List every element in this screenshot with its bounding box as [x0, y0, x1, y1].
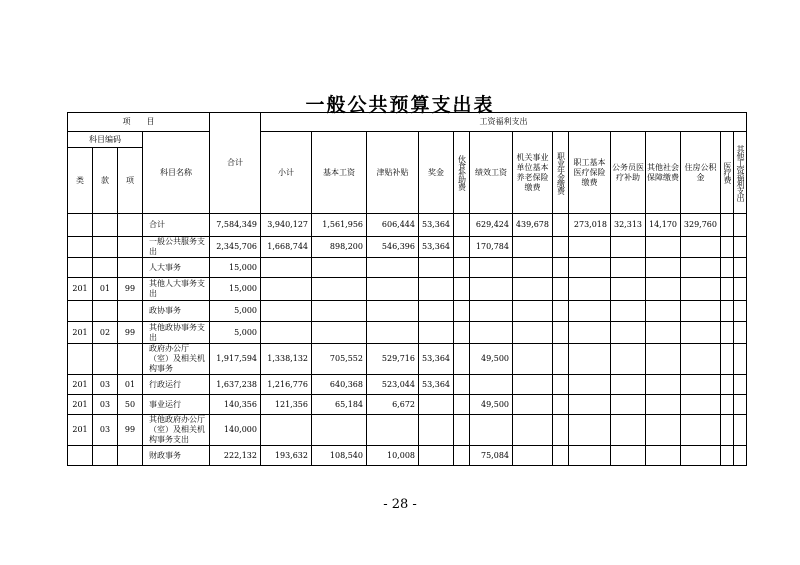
row-col-12: [681, 344, 721, 375]
row-col-3: [367, 258, 419, 278]
row-col-6: [470, 415, 513, 446]
header-kuan: 款: [93, 148, 118, 214]
row-col-6: [470, 301, 513, 322]
table-row: [68, 214, 747, 237]
row-subject-name: 一般公共服务支出: [143, 237, 210, 258]
row-col-13: [721, 395, 734, 415]
row-col-11: [646, 415, 681, 446]
row-col-12: [681, 278, 721, 301]
header-col-8: 职业年金缴费: [556, 151, 566, 194]
row-col-2: 1,561,956: [312, 214, 367, 237]
row-col-7: [513, 415, 553, 446]
row-col-7: [513, 301, 553, 322]
header-col-3: 津贴补贴: [367, 132, 419, 214]
row-col-12: [681, 446, 721, 466]
page-title: 一般公共预算支出表: [305, 94, 495, 116]
row-total: 1,917,594: [210, 344, 261, 375]
row-col-12: [681, 395, 721, 415]
row-col-12: [681, 301, 721, 322]
row-col-12: [681, 415, 721, 446]
row-col-6: 49,500: [470, 395, 513, 415]
row-kuan: 03: [93, 395, 118, 415]
row-col-10: [611, 301, 646, 322]
row-lei: [68, 258, 93, 278]
row-col-9: [569, 237, 611, 258]
header-col-1: 小计: [261, 132, 312, 214]
row-total: 5,000: [210, 301, 261, 322]
row-col-4: [419, 258, 454, 278]
row-col-2: [312, 258, 367, 278]
table-row: [68, 278, 747, 301]
row-col-1: [261, 278, 312, 301]
row-col-1: [261, 301, 312, 322]
row-col-5: [454, 301, 470, 322]
row-col-11: [646, 446, 681, 466]
row-col-1: 3,940,127: [261, 214, 312, 237]
row-kuan: [93, 301, 118, 322]
row-col-3: 546,396: [367, 237, 419, 258]
row-col-6: 629,424: [470, 214, 513, 237]
row-col-3: 6,672: [367, 395, 419, 415]
row-xiang: [118, 446, 143, 466]
row-col-6: 75,084: [470, 446, 513, 466]
row-col-7: [513, 375, 553, 395]
row-col-14: [734, 278, 747, 301]
row-col-11: [646, 395, 681, 415]
row-col-10: [611, 375, 646, 395]
row-col-7: [513, 395, 553, 415]
table-row: [68, 258, 747, 278]
row-col-2: [312, 278, 367, 301]
row-col-7: [513, 258, 553, 278]
row-col-11: [646, 278, 681, 301]
row-col-3: 529,716: [367, 344, 419, 375]
header-col-2: 基本工资: [312, 132, 367, 214]
row-total: 2,345,706: [210, 237, 261, 258]
row-col-13: [721, 237, 734, 258]
table-row: [68, 446, 747, 466]
row-kuan: [93, 258, 118, 278]
row-col-1: 1,338,132: [261, 344, 312, 375]
row-lei: [68, 301, 93, 322]
row-col-8: [553, 446, 569, 466]
row-col-3: [367, 278, 419, 301]
row-col-8: [553, 214, 569, 237]
header-xiang: 项: [118, 148, 143, 214]
row-col-14: [734, 415, 747, 446]
row-xiang: 01: [118, 375, 143, 395]
row-col-13: [721, 301, 734, 322]
row-col-10: [611, 344, 646, 375]
row-col-2: 640,368: [312, 375, 367, 395]
row-col-8: [553, 258, 569, 278]
row-col-4: [419, 322, 454, 344]
row-col-10: [611, 278, 646, 301]
row-col-9: [569, 278, 611, 301]
row-col-3: [367, 322, 419, 344]
row-col-1: 1,216,776: [261, 375, 312, 395]
row-col-14: [734, 301, 747, 322]
row-col-8: [553, 237, 569, 258]
row-col-4: [419, 301, 454, 322]
row-col-2: 108,540: [312, 446, 367, 466]
row-xiang: [118, 344, 143, 375]
row-col-3: 523,044: [367, 375, 419, 395]
row-col-7: [513, 322, 553, 344]
row-col-5: [454, 344, 470, 375]
row-col-5: [454, 395, 470, 415]
row-col-14: [734, 375, 747, 395]
row-col-5: [454, 214, 470, 237]
row-col-4: 53,364: [419, 344, 454, 375]
row-col-2: 705,552: [312, 344, 367, 375]
row-kuan: 02: [93, 322, 118, 344]
row-col-11: 14,170: [646, 214, 681, 237]
row-col-1: [261, 258, 312, 278]
row-lei: 201: [68, 322, 93, 344]
row-col-8: [553, 344, 569, 375]
row-col-9: [569, 446, 611, 466]
row-col-13: [721, 322, 734, 344]
row-kuan: 03: [93, 375, 118, 395]
row-col-12: [681, 322, 721, 344]
header-lei: 类: [68, 148, 93, 214]
row-col-10: [611, 322, 646, 344]
row-col-11: [646, 301, 681, 322]
row-total: 15,000: [210, 278, 261, 301]
row-col-11: [646, 344, 681, 375]
row-xiang: [118, 301, 143, 322]
row-kuan: [93, 344, 118, 375]
header-subject-name: 科目名称: [143, 132, 210, 214]
row-col-6: 170,784: [470, 237, 513, 258]
row-col-13: [721, 214, 734, 237]
row-col-13: [721, 278, 734, 301]
row-lei: 201: [68, 395, 93, 415]
row-col-9: [569, 301, 611, 322]
page-number: - 28 -: [383, 497, 417, 512]
table-row: [68, 375, 747, 395]
header-col-12: 住房公积金: [681, 132, 721, 214]
row-total: 15,000: [210, 258, 261, 278]
row-col-10: [611, 446, 646, 466]
row-col-1: 1,668,744: [261, 237, 312, 258]
row-xiang: 99: [118, 322, 143, 344]
row-col-10: 32,313: [611, 214, 646, 237]
row-col-10: [611, 395, 646, 415]
row-col-5: [454, 237, 470, 258]
row-col-14: [734, 214, 747, 237]
header-col-7: 机关事业单位基本养老保险缴费: [513, 132, 553, 214]
row-col-14: [734, 258, 747, 278]
row-col-11: [646, 258, 681, 278]
row-col-12: [681, 237, 721, 258]
row-col-7: [513, 278, 553, 301]
row-col-6: [470, 278, 513, 301]
row-col-8: [553, 375, 569, 395]
row-col-12: 329,760: [681, 214, 721, 237]
row-col-14: [734, 446, 747, 466]
row-total: 140,356: [210, 395, 261, 415]
row-xiang: [118, 258, 143, 278]
row-col-2: [312, 301, 367, 322]
row-col-13: [721, 415, 734, 446]
row-total: 5,000: [210, 322, 261, 344]
row-col-8: [553, 278, 569, 301]
row-col-6: [470, 375, 513, 395]
row-kuan: 03: [93, 415, 118, 446]
row-col-14: [734, 322, 747, 344]
row-col-4: [419, 395, 454, 415]
row-subject-name: 其他政协事务支出: [143, 322, 210, 344]
row-col-3: [367, 301, 419, 322]
row-col-9: [569, 322, 611, 344]
row-col-9: [569, 395, 611, 415]
row-col-2: [312, 415, 367, 446]
row-col-14: [734, 237, 747, 258]
row-subject-name: 事业运行: [143, 395, 210, 415]
row-col-9: [569, 375, 611, 395]
row-subject-name: 合计: [143, 214, 210, 237]
row-col-7: [513, 446, 553, 466]
header-total: 合计: [210, 113, 261, 214]
row-col-11: [646, 375, 681, 395]
row-kuan: 01: [93, 278, 118, 301]
row-col-13: [721, 446, 734, 466]
row-col-9: [569, 415, 611, 446]
row-col-6: [470, 258, 513, 278]
row-col-1: [261, 322, 312, 344]
row-col-1: 193,632: [261, 446, 312, 466]
row-col-8: [553, 415, 569, 446]
table-row: [68, 301, 747, 322]
row-subject-name: 财政事务: [143, 446, 210, 466]
header-col-11: 其他社会保障缴费: [646, 132, 681, 214]
row-kuan: [93, 214, 118, 237]
header-col-10: 公务员医疗补助: [611, 132, 646, 214]
header-col-6: 绩效工资: [470, 132, 513, 214]
row-col-14: [734, 344, 747, 375]
row-col-1: [261, 415, 312, 446]
row-col-10: [611, 237, 646, 258]
row-col-8: [553, 322, 569, 344]
header-col-4: 奖金: [419, 132, 454, 214]
row-col-6: [470, 322, 513, 344]
row-col-11: [646, 237, 681, 258]
row-subject-name: 行政运行: [143, 375, 210, 395]
row-col-13: [721, 258, 734, 278]
row-col-5: [454, 278, 470, 301]
row-col-10: [611, 258, 646, 278]
table-row: [68, 322, 747, 344]
row-col-4: 53,364: [419, 237, 454, 258]
header-wage-welfare: 工资福利支出: [261, 113, 747, 132]
row-col-7: [513, 344, 553, 375]
row-subject-name: 其他人大事务支出: [143, 278, 210, 301]
row-col-2: 65,184: [312, 395, 367, 415]
row-col-5: [454, 375, 470, 395]
row-col-6: 49,500: [470, 344, 513, 375]
row-col-1: 121,356: [261, 395, 312, 415]
row-xiang: 50: [118, 395, 143, 415]
header-col-13: 医疗费: [723, 162, 732, 183]
header-col-9: 职工基本医疗保险缴费: [569, 132, 611, 214]
row-lei: [68, 344, 93, 375]
row-col-5: [454, 415, 470, 446]
row-col-7: [513, 237, 553, 258]
row-lei: [68, 446, 93, 466]
header-subject-code: 科目编码: [68, 132, 143, 148]
row-col-12: [681, 258, 721, 278]
row-col-4: [419, 278, 454, 301]
budget-table: [67, 112, 747, 466]
row-col-8: [553, 301, 569, 322]
row-col-9: [569, 344, 611, 375]
row-col-4: [419, 415, 454, 446]
row-col-5: [454, 322, 470, 344]
row-col-7: 439,678: [513, 214, 553, 237]
row-col-5: [454, 446, 470, 466]
row-col-11: [646, 322, 681, 344]
row-col-13: [721, 344, 734, 375]
row-col-14: [734, 395, 747, 415]
row-col-9: [569, 258, 611, 278]
row-xiang: [118, 237, 143, 258]
row-total: 1,637,238: [210, 375, 261, 395]
row-lei: 201: [68, 278, 93, 301]
row-col-4: 53,364: [419, 214, 454, 237]
row-col-9: 273,018: [569, 214, 611, 237]
row-subject-name: 其他政府办公厅（室）及相关机构事务支出: [143, 415, 210, 446]
header-col-5: 伙食补助费: [457, 155, 467, 190]
header-col-14: 其他工资福利支出: [736, 144, 745, 201]
row-lei: 201: [68, 415, 93, 446]
row-col-13: [721, 375, 734, 395]
row-xiang: 99: [118, 278, 143, 301]
row-col-3: 10,008: [367, 446, 419, 466]
row-kuan: [93, 237, 118, 258]
row-kuan: [93, 446, 118, 466]
row-xiang: [118, 214, 143, 237]
table-row: [68, 344, 747, 375]
row-col-4: [419, 446, 454, 466]
table-row: [68, 415, 747, 446]
table-row: [68, 237, 747, 258]
row-col-12: [681, 375, 721, 395]
row-col-8: [553, 395, 569, 415]
row-subject-name: 政协事务: [143, 301, 210, 322]
table-row: [68, 395, 747, 415]
row-lei: [68, 214, 93, 237]
row-col-2: [312, 322, 367, 344]
header-project: 项 目: [68, 113, 210, 132]
row-total: 222,132: [210, 446, 261, 466]
row-lei: [68, 237, 93, 258]
row-total: 7,584,349: [210, 214, 261, 237]
row-col-5: [454, 258, 470, 278]
row-subject-name: 人大事务: [143, 258, 210, 278]
row-lei: 201: [68, 375, 93, 395]
row-col-2: 898,200: [312, 237, 367, 258]
row-col-3: [367, 415, 419, 446]
row-col-3: 606,444: [367, 214, 419, 237]
row-col-10: [611, 415, 646, 446]
row-col-4: 53,364: [419, 375, 454, 395]
row-xiang: 99: [118, 415, 143, 446]
row-subject-name: 政府办公厅（室）及相关机构事务: [143, 344, 210, 375]
row-total: 140,000: [210, 415, 261, 446]
